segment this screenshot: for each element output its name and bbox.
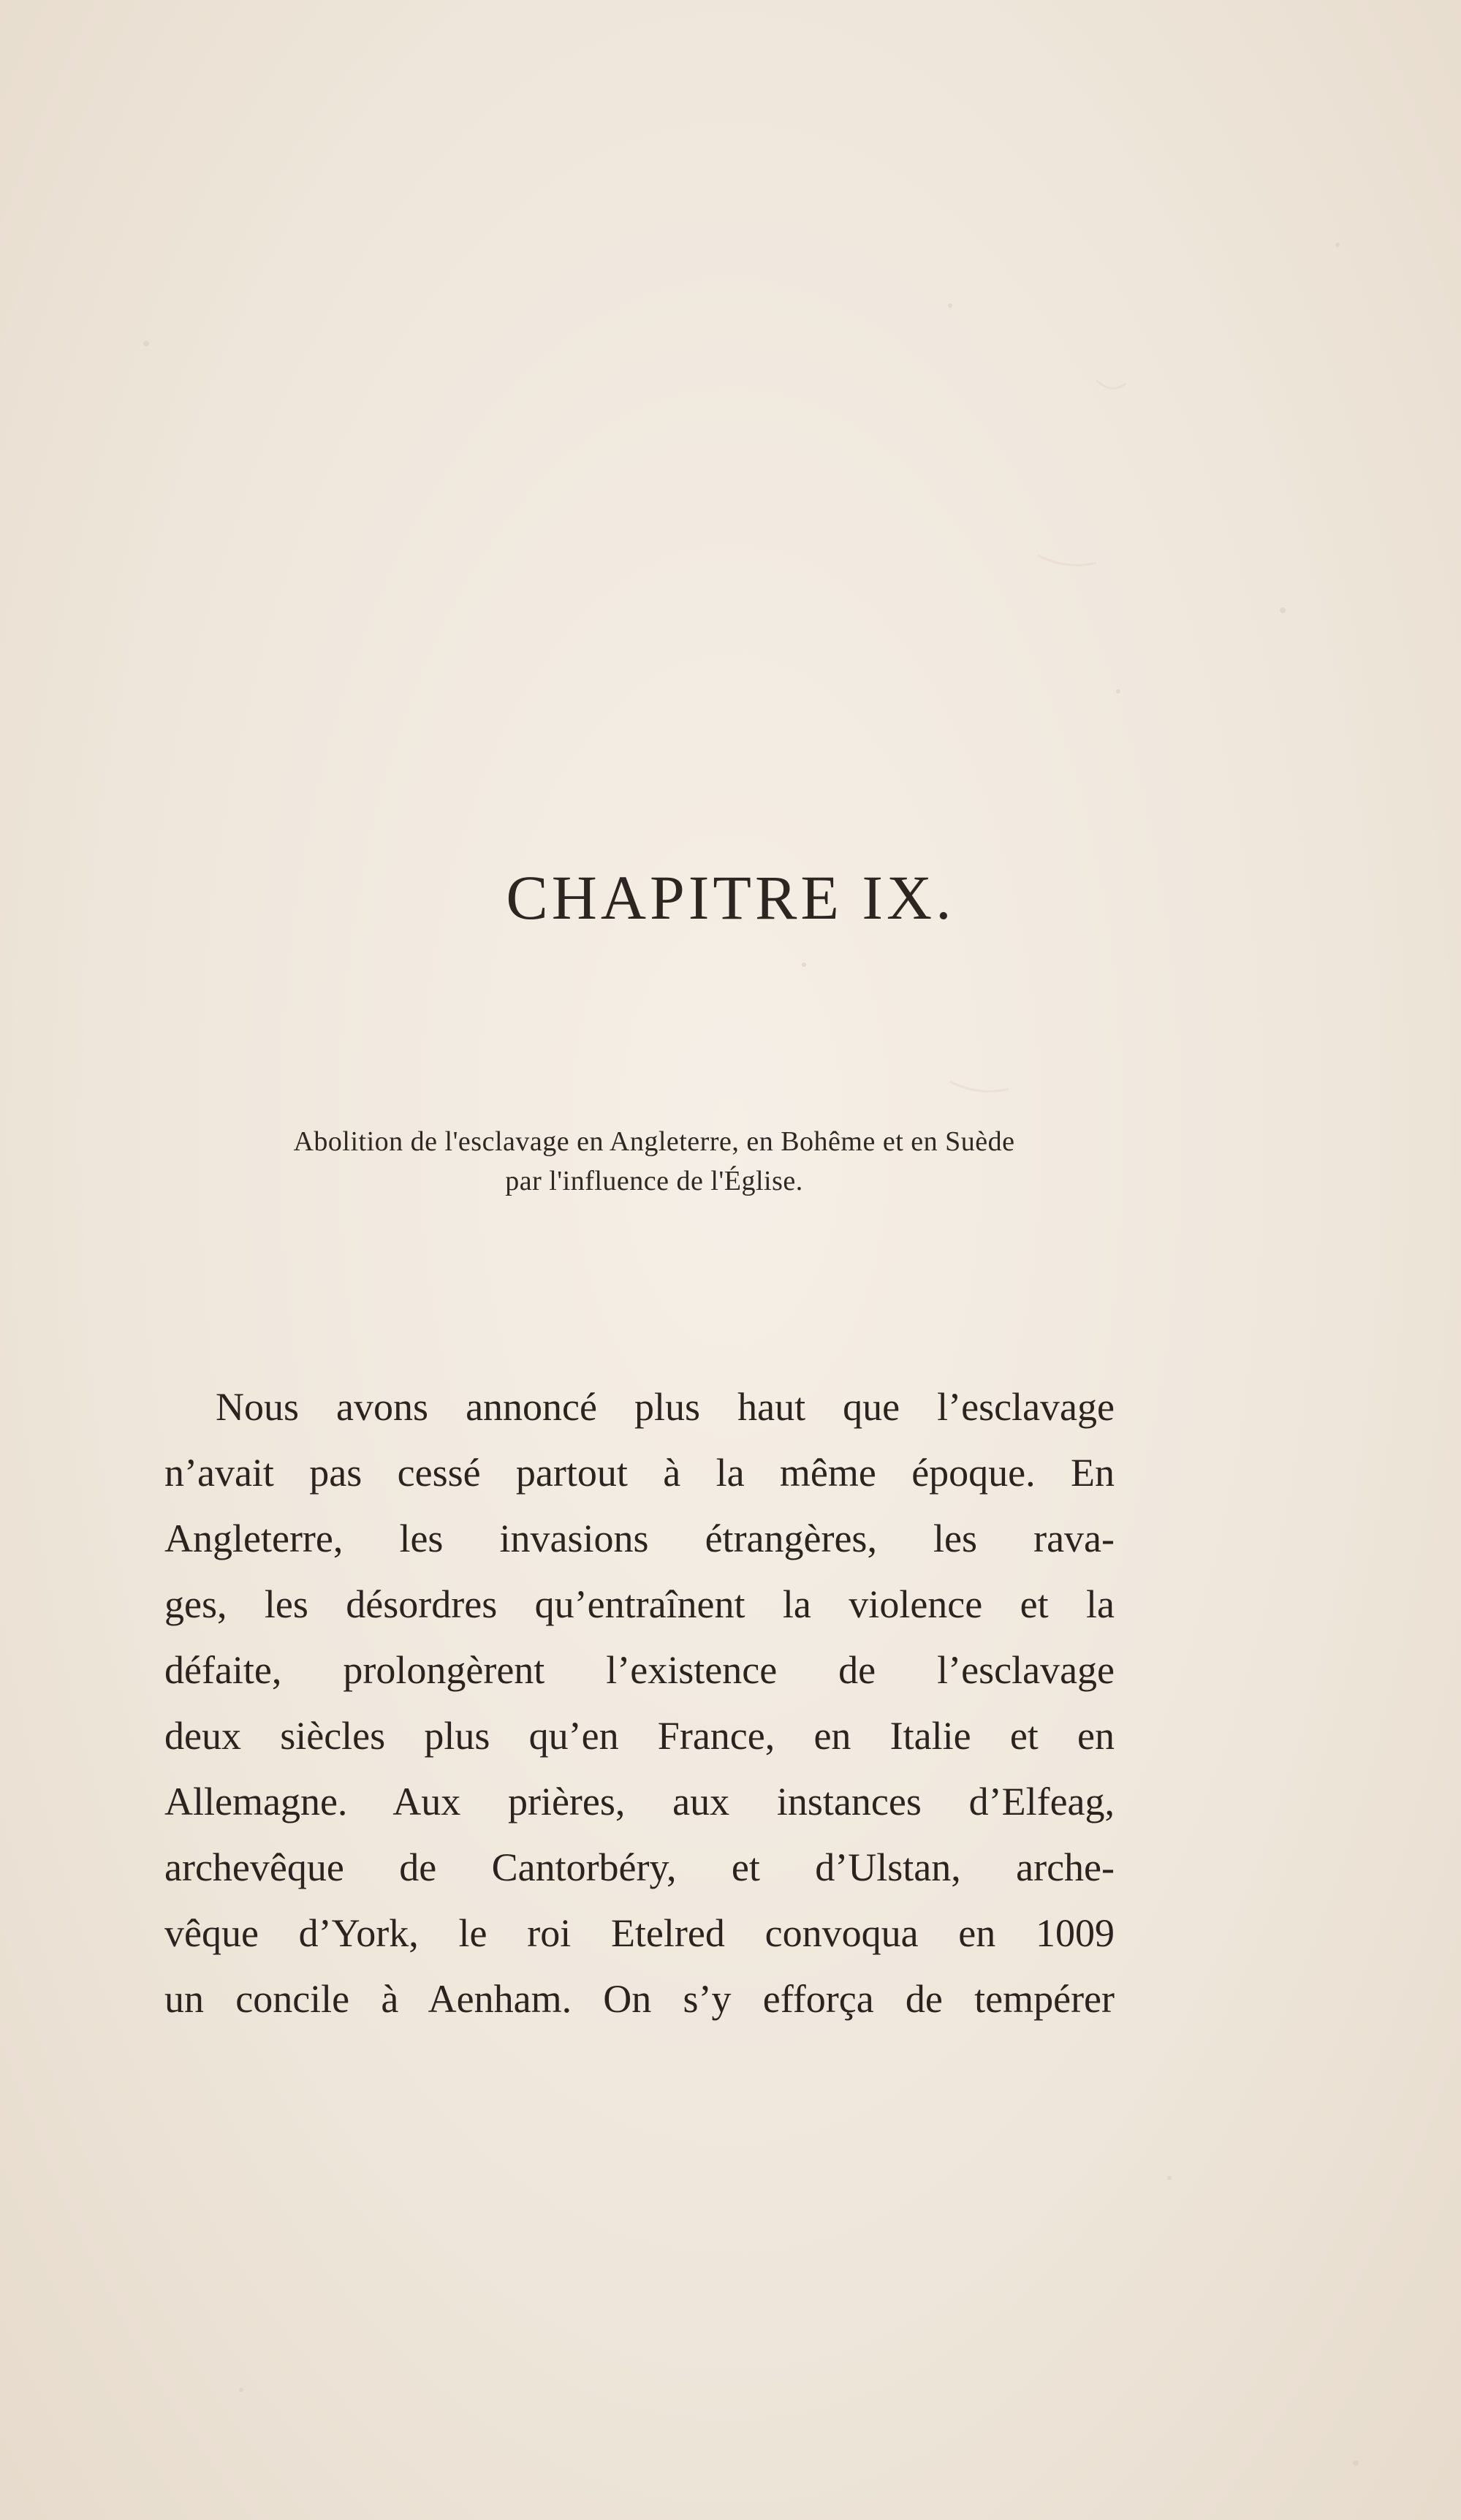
chapter-summary — [190, 1122, 1118, 1201]
paragraph-line: Allemagne. Aux prières, aux instances d’Elfeag, — [164, 1780, 1115, 1823]
paragraph-line: Angleterre, les invasions étrangères, les rava- — [164, 1517, 1115, 1560]
chapter-title: CHAPITRE IX. — [506, 862, 955, 933]
paragraph-line: archevêque de Cantorbéry, et d’Ulstan, arche- — [164, 1845, 1115, 1889]
paragraph-line: défaite, prolongèrent l’existence de l’esclavage — [164, 1648, 1115, 1692]
paragraph-line: ges, les désordres qu’entraînent la violence et la — [164, 1582, 1115, 1626]
paragraph-line: n’avait pas cessé partout à la même époque. En — [164, 1451, 1115, 1495]
summary-line: Abolition de l'esclavage en Angleterre, en Bohême et en Suède — [293, 1126, 1015, 1157]
summary-line: par l'influence de l'Église. — [505, 1166, 803, 1196]
body-paragraph — [164, 1374, 1115, 2032]
paragraph-line: deux siècles plus qu’en France, en Italie et en — [164, 1714, 1115, 1758]
paragraph-line: vêque d’York, le roi Etelred convoqua en 1009 — [164, 1911, 1115, 1955]
paragraph-line: Nous avons annoncé plus haut que l’esclavage — [216, 1385, 1115, 1429]
paragraph-line: un concile à Aenham. On s’y efforça de tempérer — [164, 1977, 1115, 2021]
